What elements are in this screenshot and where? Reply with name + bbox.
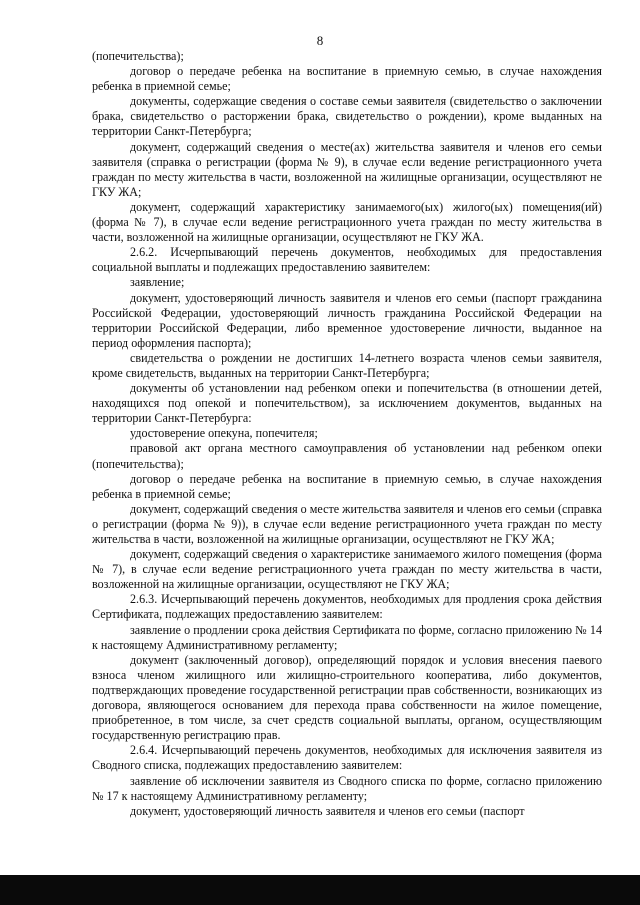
paragraph: правовой акт органа местного самоуправления об установлении над ребенком опеки (попечительства); <box>92 441 602 471</box>
section-heading-2-6-3: 2.6.3. Исчерпывающий перечень документов, необходимых для продления срока действия Сертификата, подлежащих предоставлению заявителем: <box>92 592 602 622</box>
paragraph: документ, содержащий сведения о месте жительства заявителя и членов его семьи (справка о регистрации (форма № 9)), в случае если ведение регистрационного учета граждан по месту жительства в части, возложенной на жилищные организации, осуществляют не ГКУ ЖА; <box>92 501 602 546</box>
paragraph: заявление; <box>130 275 185 290</box>
scan-edge-bar <box>0 875 640 905</box>
paragraph: документ, содержащий сведения о характеристике занимаемого жилого помещения (форма № 7), в случае если ведение регистрационного учета граждан по месту жительства в части, возложенной на жилищные организации, осуществляют не ГКУ ЖА; <box>92 547 602 592</box>
paragraph: договор о передаче ребенка на воспитание в приемную семью, в случае нахождения ребенка в приемной семье; <box>92 64 602 94</box>
paragraph: (попечительства); <box>92 49 184 63</box>
paragraph: документы об установлении над ребенком опеки и попечительства (в отношении детей, находящихся под опекой и попечительством), за исключением документов, выданных на территории Санкт-Петербурга: <box>92 381 602 426</box>
page-number: 8 <box>316 33 324 48</box>
paragraph: документ (заключенный договор), определяющий порядок и условия внесения паевого взноса членом жилищного или жилищно-строительного кооператива, либо документов, подтверждающих проведение государственной регистрации прав собственности, возникающих из договора, являющегося основанием для перехода права собственности на жилое помещение, приобретенное, в том числе, за счет средств социальной выплаты, органом, осуществляющим государственную регистрацию прав. <box>92 652 602 743</box>
paragraph: документ, удостоверяющий личность заявителя и членов его семьи (паспорт <box>130 803 525 818</box>
paragraph: удостоверение опекуна, попечителя; <box>130 426 318 441</box>
paragraph: заявление о продлении срока действия Сертификата по форме, согласно приложению № 14 к настоящему Административному регламенту; <box>92 622 602 652</box>
section-heading-2-6-2: 2.6.2. Исчерпывающий перечень документов, необходимых для предоставления социальной выплаты и подлежащих предоставлению заявителем: <box>92 245 602 275</box>
paragraph: заявление об исключении заявителя из Сводного списка по форме, согласно приложению № 17 к настоящему Административному регламенту; <box>92 773 602 803</box>
paragraph: договор о передаче ребенка на воспитание в приемную семью, в случае нахождения ребенка в приемной семье; <box>92 471 602 501</box>
paragraph: документы, содержащие сведения о составе семьи заявителя (свидетельство о заключении брака, свидетельство о расторжении брака, свидетельство о рождении), кроме выданных на территории Санкт-Петербурга; <box>92 94 602 139</box>
section-heading-2-6-4: 2.6.4. Исчерпывающий перечень документов, необходимых для исключения заявителя из Сводного списка, подлежащих предоставлению заявителем: <box>92 743 602 773</box>
paragraph: документ, удостоверяющий личность заявителя и членов его семьи (паспорт гражданина Российской Федерации, удостоверяющий личность гражданина Российской Федерации на территории Российской Федерации, либо временное удостоверение личности, выданное на период оформления паспорта); <box>92 290 602 350</box>
paragraph: документ, содержащий характеристику занимаемого(ых) жилого(ых) помещения(ий) (форма № 7), в случае если ведение регистрационного учета граждан по месту жительства в части, возложенной на жилищные организации, осуществляют не ГКУ ЖА. <box>92 199 602 245</box>
document-body <box>92 49 602 819</box>
paragraph: свидетельства о рождении не достигших 14-летнего возраста членов семьи заявителя, кроме свидетельств, выданных на территории Санкт-Петербурга; <box>92 350 602 380</box>
paragraph: документ, содержащий сведения о месте(ах) жительства заявителя и членов его семьи заявителя (справка о регистрации (форма № 9), в случае если ведение регистрационного учета граждан по месту жительства в части, возложенной на жилищные организации, осуществляют не ГКУ ЖА; <box>92 139 602 199</box>
